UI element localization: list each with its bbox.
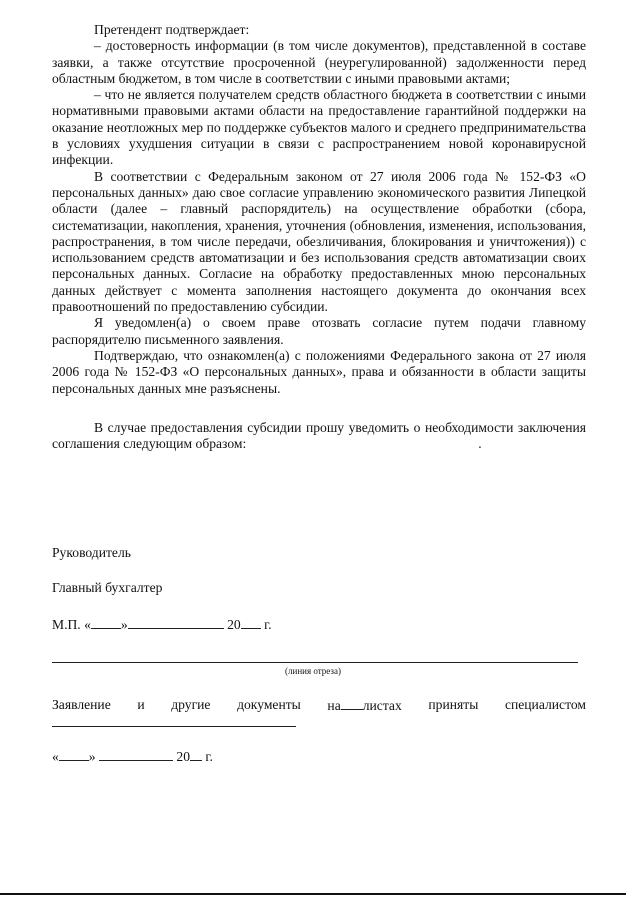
receipt-date-close: »: [88, 749, 96, 764]
specialist-name-blank[interactable]: [52, 726, 296, 727]
receipt-year-prefix: 20: [176, 749, 190, 764]
notify-paragraph: [52, 420, 586, 453]
receipt-word: приняты: [428, 697, 479, 712]
receipt-word: Заявление: [52, 697, 111, 712]
receipt-word: и: [137, 697, 145, 712]
stamp-date-line: [52, 616, 272, 633]
stamp-month-blank[interactable]: [128, 616, 224, 629]
stamp-mid: »: [120, 617, 128, 632]
head-signature-label: Руководитель: [52, 545, 131, 560]
receipt-day-blank[interactable]: [59, 748, 89, 761]
pages-count-blank[interactable]: [341, 697, 363, 710]
cut-line-label: (линия отреза): [285, 666, 341, 676]
receipt-date-line: [52, 748, 213, 765]
document-body: [52, 22, 586, 452]
receipt-word: листах: [362, 698, 402, 713]
confirm-item-1: – достоверность информации (в том числе документов), представленной в составе заявки, а также отсутствие просроченной (неурегулированной) задолженности перед областным бюджетом, в том числе в соответствии с иными правовыми актами;: [52, 38, 586, 86]
stamp-prefix: М.П. «: [52, 617, 91, 632]
receipt-word: на: [327, 698, 341, 713]
consent-paragraph: В соответствии с Федеральным законом от 27 июля 2006 года № 152-ФЗ «О персональных данных» даю свое согласие управлению экономического развития Липецкой области (далее – главный распорядитель) на осуществление обработки (сбора, систематизации, накопления, хранения, уточнения (обновления, изменения, использования, распространения, в том числе передачи, обезличивания, блокирования и уничтожения)) с использованием средств автоматизации и без использования средств автоматизации своих персональных данных. Согласие на обработку предоставленных мною персональных данных действует с момента заполнения настоящего документа до окончания всех правоотношений по предоставлению субсидии.: [52, 168, 586, 315]
receipt-word: другие: [171, 697, 211, 712]
revoke-paragraph: Я уведомлен(а) о своем праве отозвать согласие путем подачи главному распорядителю письменного заявления.: [52, 315, 586, 347]
receipt-line: [52, 697, 586, 714]
notify-text: В случае предоставления субсидии прошу уведомить о необходимости заключения соглашения следующим образом:: [52, 419, 586, 452]
intro-text: Претендент подтверждает:: [94, 22, 250, 37]
acknowledge-paragraph: Подтверждаю, что ознакомлен(а) с положениями Федерального закона от 27 июля 2006 года № 152-ФЗ «О персональных данных», права и обязанности в области защиты персональных данных мне разъяснены.: [52, 347, 586, 396]
confirm-item-2: – что не является получателем средств областного бюджета в соответствии с иными нормативными правовыми актами области на предоставление гарантийной поддержки на оказание неотложных мер по поддержке субъектов малого и среднего предпринимательства в условиях ухудшения ситуации в связи с распространением новой коронавирусной инфекции.: [52, 87, 586, 168]
stamp-year-prefix: 20: [227, 617, 241, 632]
stamp-suffix: г.: [264, 617, 272, 632]
receipt-month-blank[interactable]: [99, 748, 173, 761]
bottom-rule: [0, 893, 626, 895]
receipt-word: специалистом: [504, 697, 586, 712]
receipt-pages: [327, 697, 401, 714]
receipt-word: документы: [237, 697, 301, 712]
receipt-date-open: «: [52, 749, 59, 764]
receipt-year-blank[interactable]: [190, 748, 202, 761]
stamp-day-blank[interactable]: [91, 616, 121, 629]
receipt-date-suffix: г.: [205, 749, 213, 764]
accountant-signature-label: Главный бухгалтер: [52, 580, 163, 595]
cut-line: [52, 662, 578, 663]
stamp-year-blank[interactable]: [241, 616, 261, 629]
notify-end: .: [478, 436, 482, 452]
